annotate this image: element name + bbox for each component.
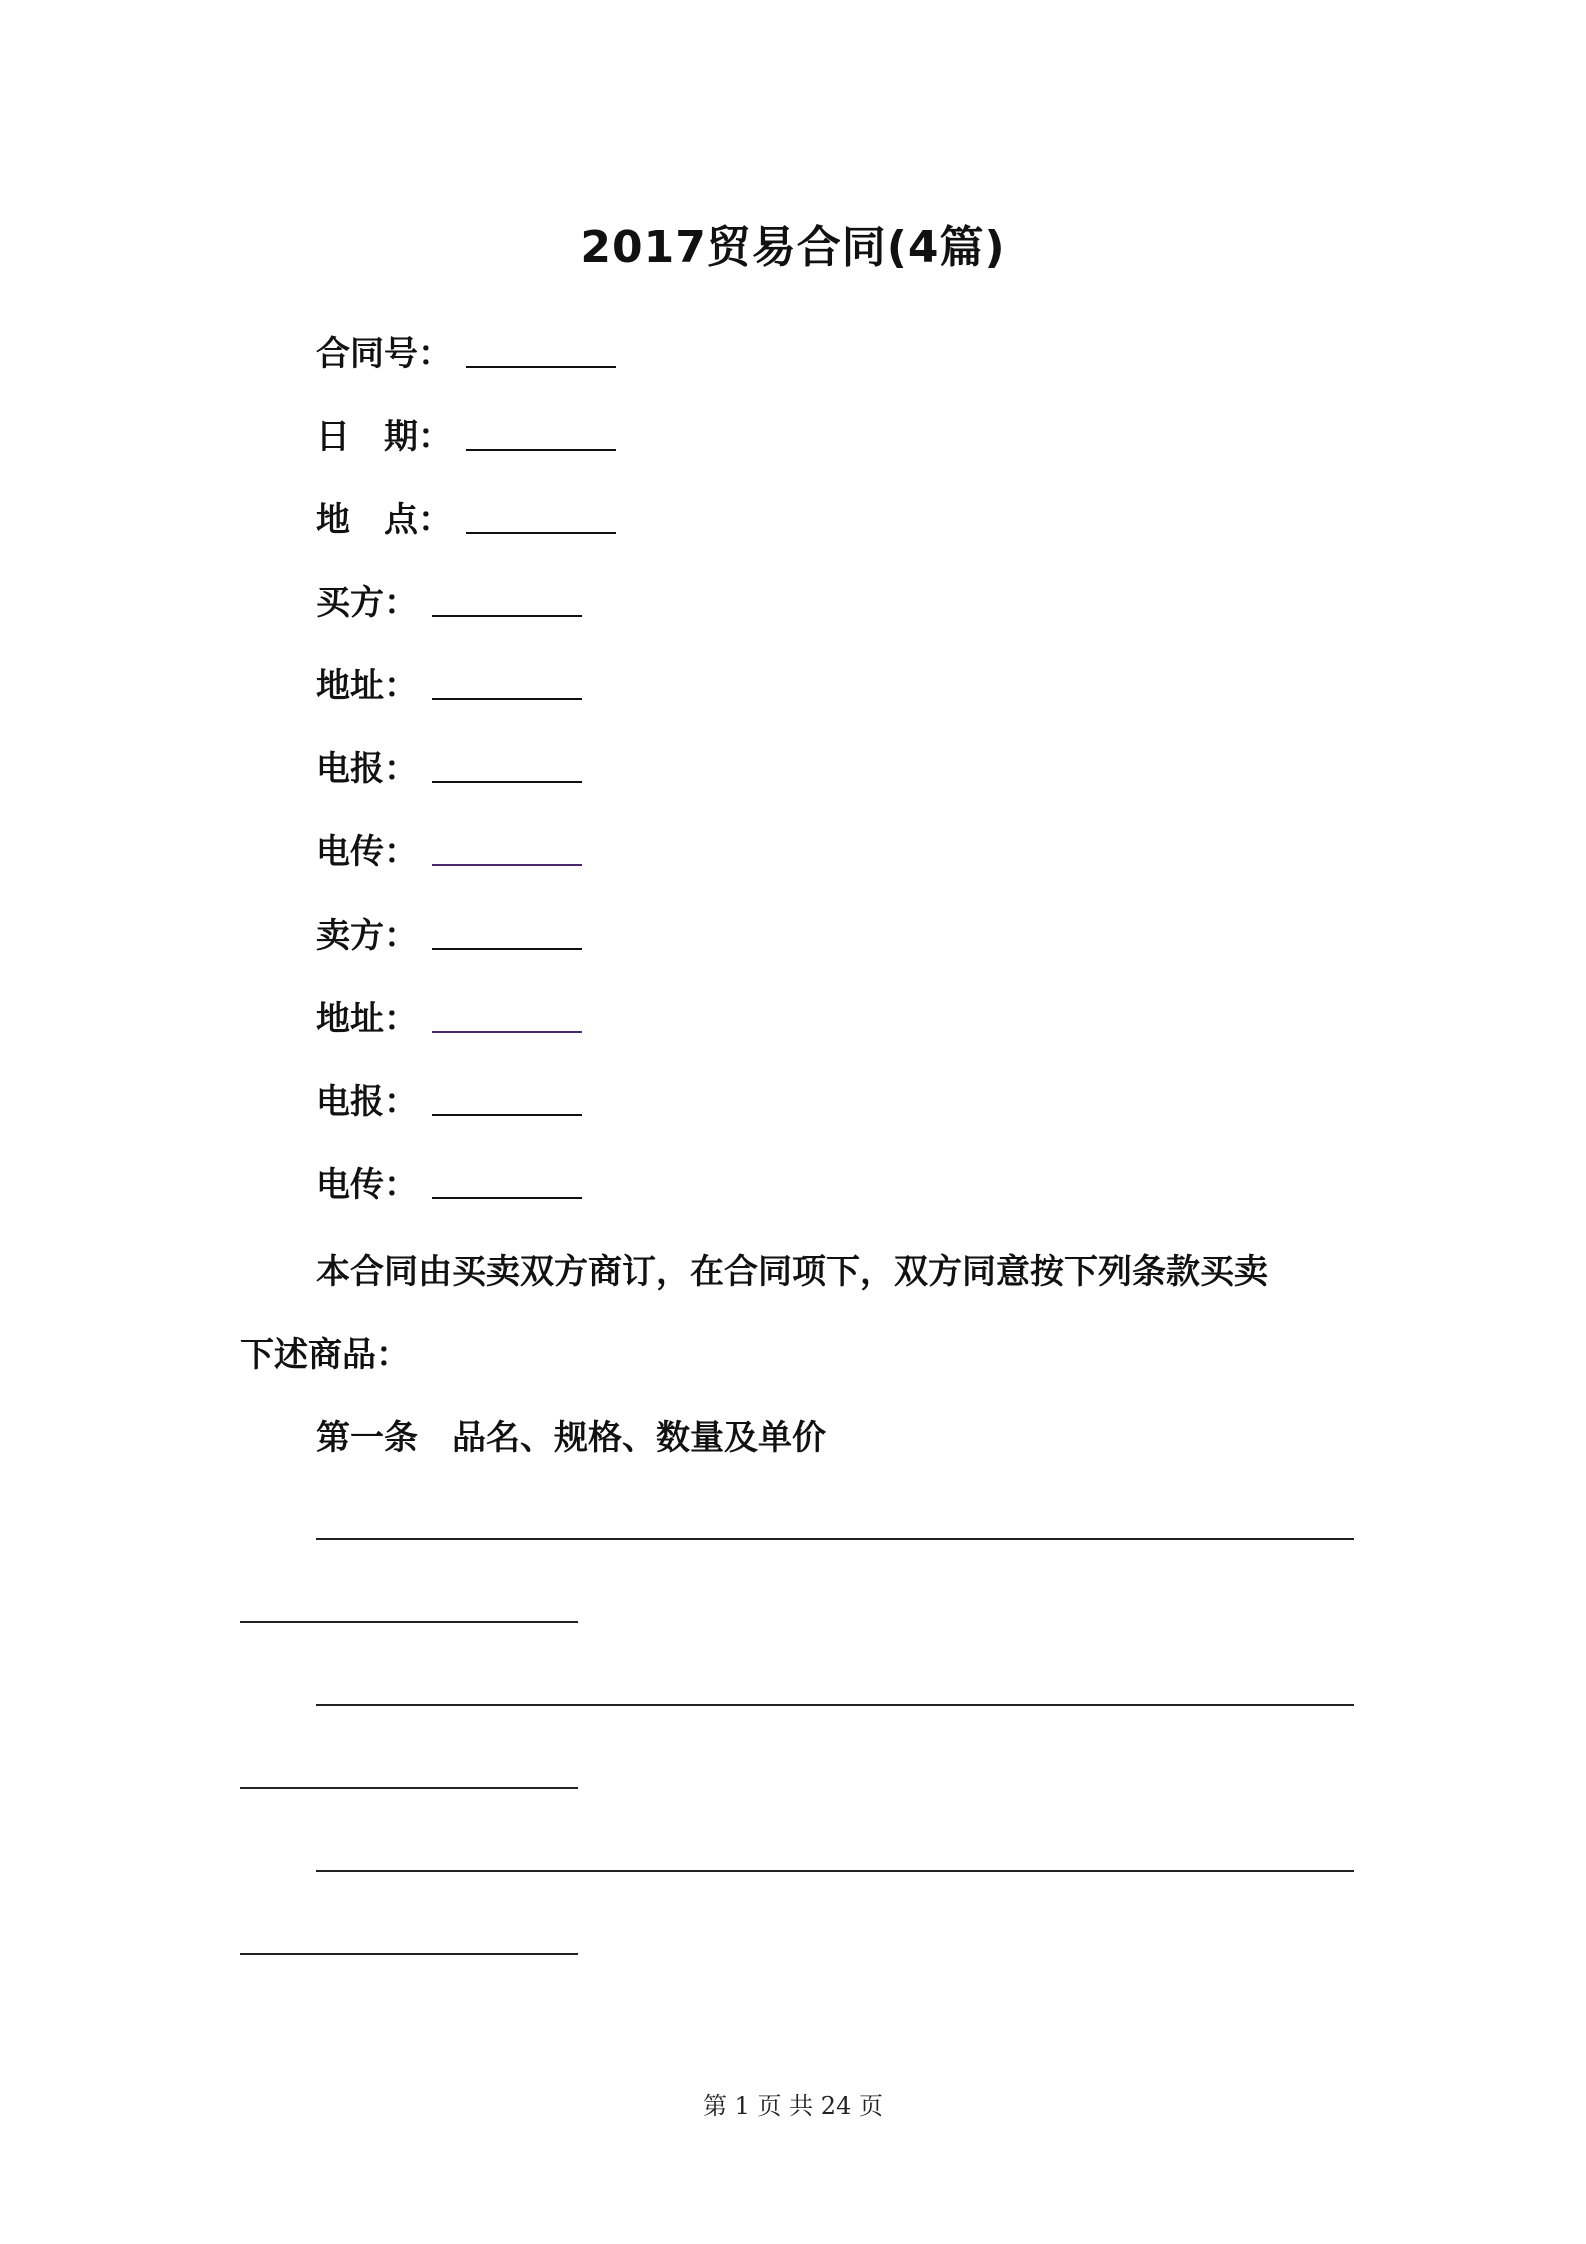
blank-line <box>432 609 582 617</box>
fill-in-rule <box>316 1704 1354 1706</box>
fill-in-rule <box>240 1787 578 1789</box>
seller-field <box>316 908 582 958</box>
blank-line <box>432 692 582 700</box>
blank-line <box>466 360 616 368</box>
field-label: 日 期： <box>316 417 452 457</box>
intro-paragraph-line2: 下述商品： <box>240 1335 410 1375</box>
buyer-telex-field <box>316 824 582 874</box>
intro-paragraph-line1: 本合同由买卖双方商订，在合同项下，双方同意按下列条款买卖 <box>316 1252 1268 1292</box>
place-field <box>316 492 616 542</box>
field-label: 地址： <box>316 999 418 1039</box>
blank-line <box>466 526 616 534</box>
page-title: 2017贸易合同(4篇) <box>580 222 1006 273</box>
field-label: 地 点： <box>316 500 452 540</box>
fill-in-rule <box>240 1953 578 1955</box>
field-label: 地址： <box>316 666 418 706</box>
blank-line <box>432 942 582 950</box>
field-label: 电传： <box>316 1165 418 1205</box>
buyer-address-field <box>316 658 582 708</box>
fill-in-rule <box>316 1870 1354 1872</box>
buyer-field <box>316 575 582 625</box>
seller-telex-field <box>316 1157 582 1207</box>
field-label: 电报： <box>316 749 418 789</box>
buyer-telegram-field <box>316 741 582 791</box>
seller-address-field <box>316 991 582 1041</box>
article-heading: 第一条 品名、规格、数量及单价 <box>316 1418 826 1458</box>
date-field <box>316 409 616 459</box>
contract-number-field <box>316 326 616 376</box>
seller-telegram-field <box>316 1074 582 1124</box>
field-label: 电报： <box>316 1082 418 1122</box>
blank-line <box>432 858 582 866</box>
blank-line <box>432 1108 582 1116</box>
field-label: 合同号： <box>316 334 452 374</box>
field-label: 卖方： <box>316 916 418 956</box>
field-label: 买方： <box>316 583 418 623</box>
blank-line <box>466 443 616 451</box>
fill-in-rule <box>316 1538 1354 1540</box>
blank-line <box>432 1191 582 1199</box>
field-label: 电传： <box>316 832 418 872</box>
blank-line <box>432 1025 582 1033</box>
fill-in-rule <box>240 1621 578 1623</box>
blank-line <box>432 775 582 783</box>
page-footer: 第 1 页 共 24 页 <box>703 2092 883 2120</box>
